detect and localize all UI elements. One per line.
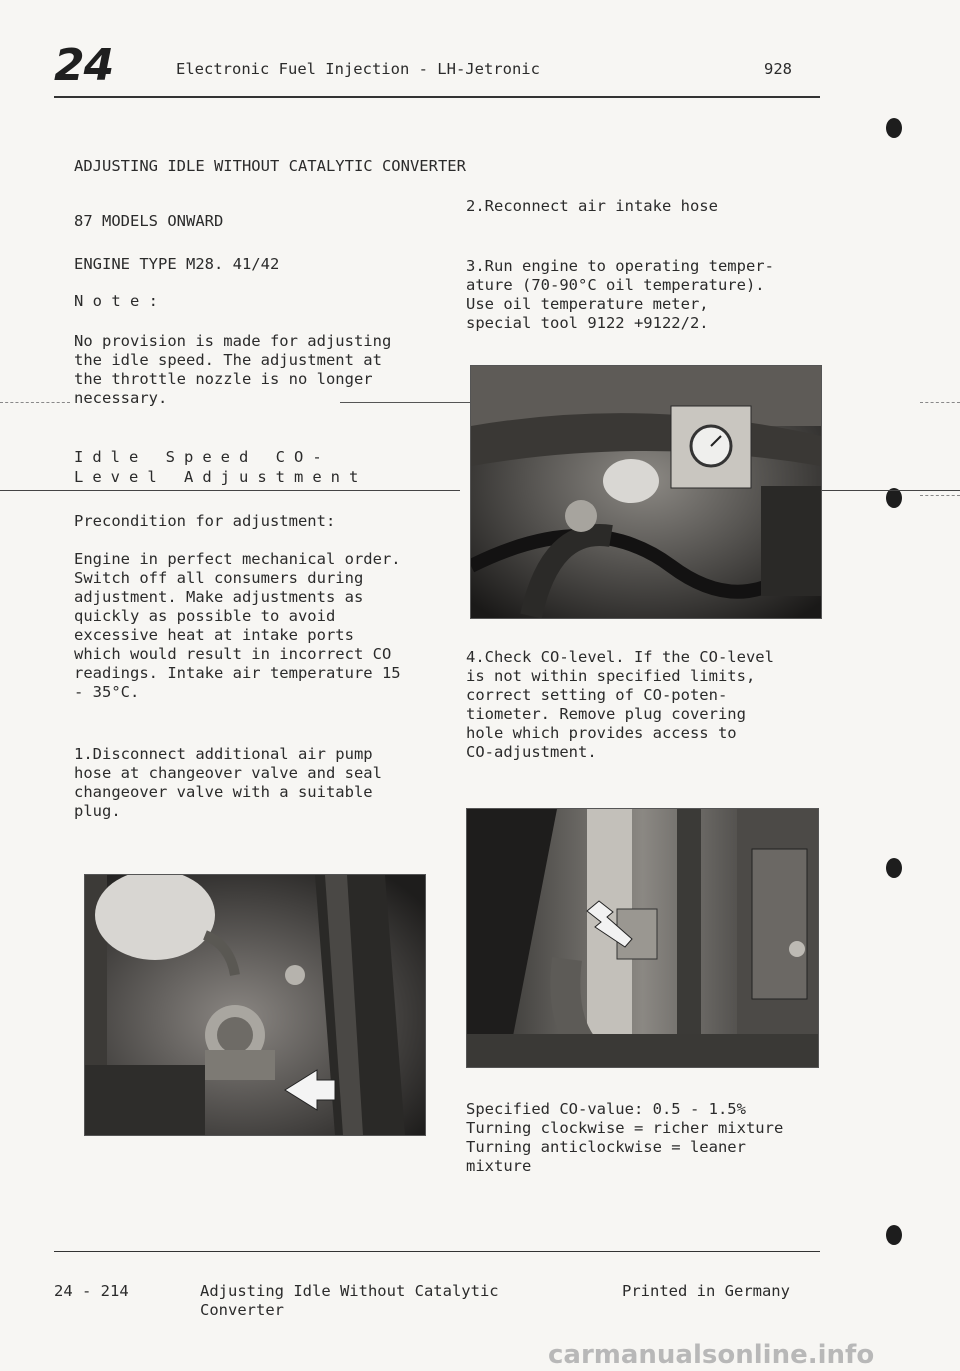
step-4: 4.Check CO-level. If the CO-level is not within specified limits, correct setting of CO-poten- tiometer. Remove plug covering hole which provides access to CO-adjustment.	[466, 648, 774, 761]
engine-photo-image	[85, 875, 425, 1135]
co-specification: Specified CO-value: 0.5 - 1.5% Turning clockwise = richer mixture Turning anticlockwise = leaner mixture	[466, 1100, 784, 1175]
header-rule	[54, 96, 820, 98]
divider-line	[920, 495, 960, 497]
divider-line	[920, 402, 960, 404]
engine-type-label: ENGINE TYPE M28. 41/42	[74, 255, 280, 273]
divider-line	[820, 490, 960, 491]
step-2: 2.Reconnect air intake hose	[466, 197, 718, 215]
header-title: Electronic Fuel Injection - LH-Jetronic	[176, 60, 540, 78]
punch-hole-mark	[886, 1225, 902, 1245]
photo-co-potentiometer	[466, 808, 819, 1068]
page-number: 928	[764, 60, 792, 78]
divider-line	[0, 490, 460, 491]
photo-changeover-valve	[84, 874, 426, 1136]
models-label: 87 MODELS ONWARD	[74, 212, 224, 230]
subheading-line1: Idle Speed CO-	[74, 448, 331, 466]
subheading-line2: Level Adjustment	[74, 468, 368, 486]
footer-page-ref: 24 - 214	[54, 1282, 129, 1300]
divider-line	[0, 402, 70, 404]
precondition-label: Precondition for adjustment:	[74, 512, 336, 530]
engine-photo-image	[471, 366, 821, 618]
group-number: 24	[54, 40, 114, 91]
watermark-text: carmanualsonline.info	[548, 1340, 875, 1370]
punch-hole-mark	[886, 118, 902, 138]
punch-hole-mark	[886, 858, 902, 878]
footer-title: Adjusting Idle Without Catalytic Converter	[200, 1282, 499, 1319]
section-heading: ADJUSTING IDLE WITHOUT CATALYTIC CONVERTER	[74, 157, 466, 175]
punch-hole-mark	[886, 488, 902, 508]
note-label: N o t e :	[74, 292, 158, 310]
photo-oil-temperature-meter	[470, 365, 822, 619]
footer-printed: Printed in Germany	[622, 1282, 790, 1300]
engine-photo-image	[467, 809, 818, 1067]
footer-rule	[54, 1251, 820, 1252]
step-3: 3.Run engine to operating temper- ature (70-90°C oil temperature). Use oil temperature meter, special tool 9122 +9122/2.	[466, 257, 774, 332]
note-text: No provision is made for adjusting the idle speed. The adjustment at the throttle nozzle is no longer necessary.	[74, 332, 392, 407]
step-1: 1.Disconnect additional air pump hose at changeover valve and seal changeover valve with a suitable plug.	[74, 745, 382, 820]
precondition-text: Engine in perfect mechanical order. Switch off all consumers during adjustment. Make adjustments as quickly as possible to avoid excessive heat at intake ports which would result in incorrect CO readings. Intake air temperature 15 - 35°C.	[74, 550, 401, 701]
